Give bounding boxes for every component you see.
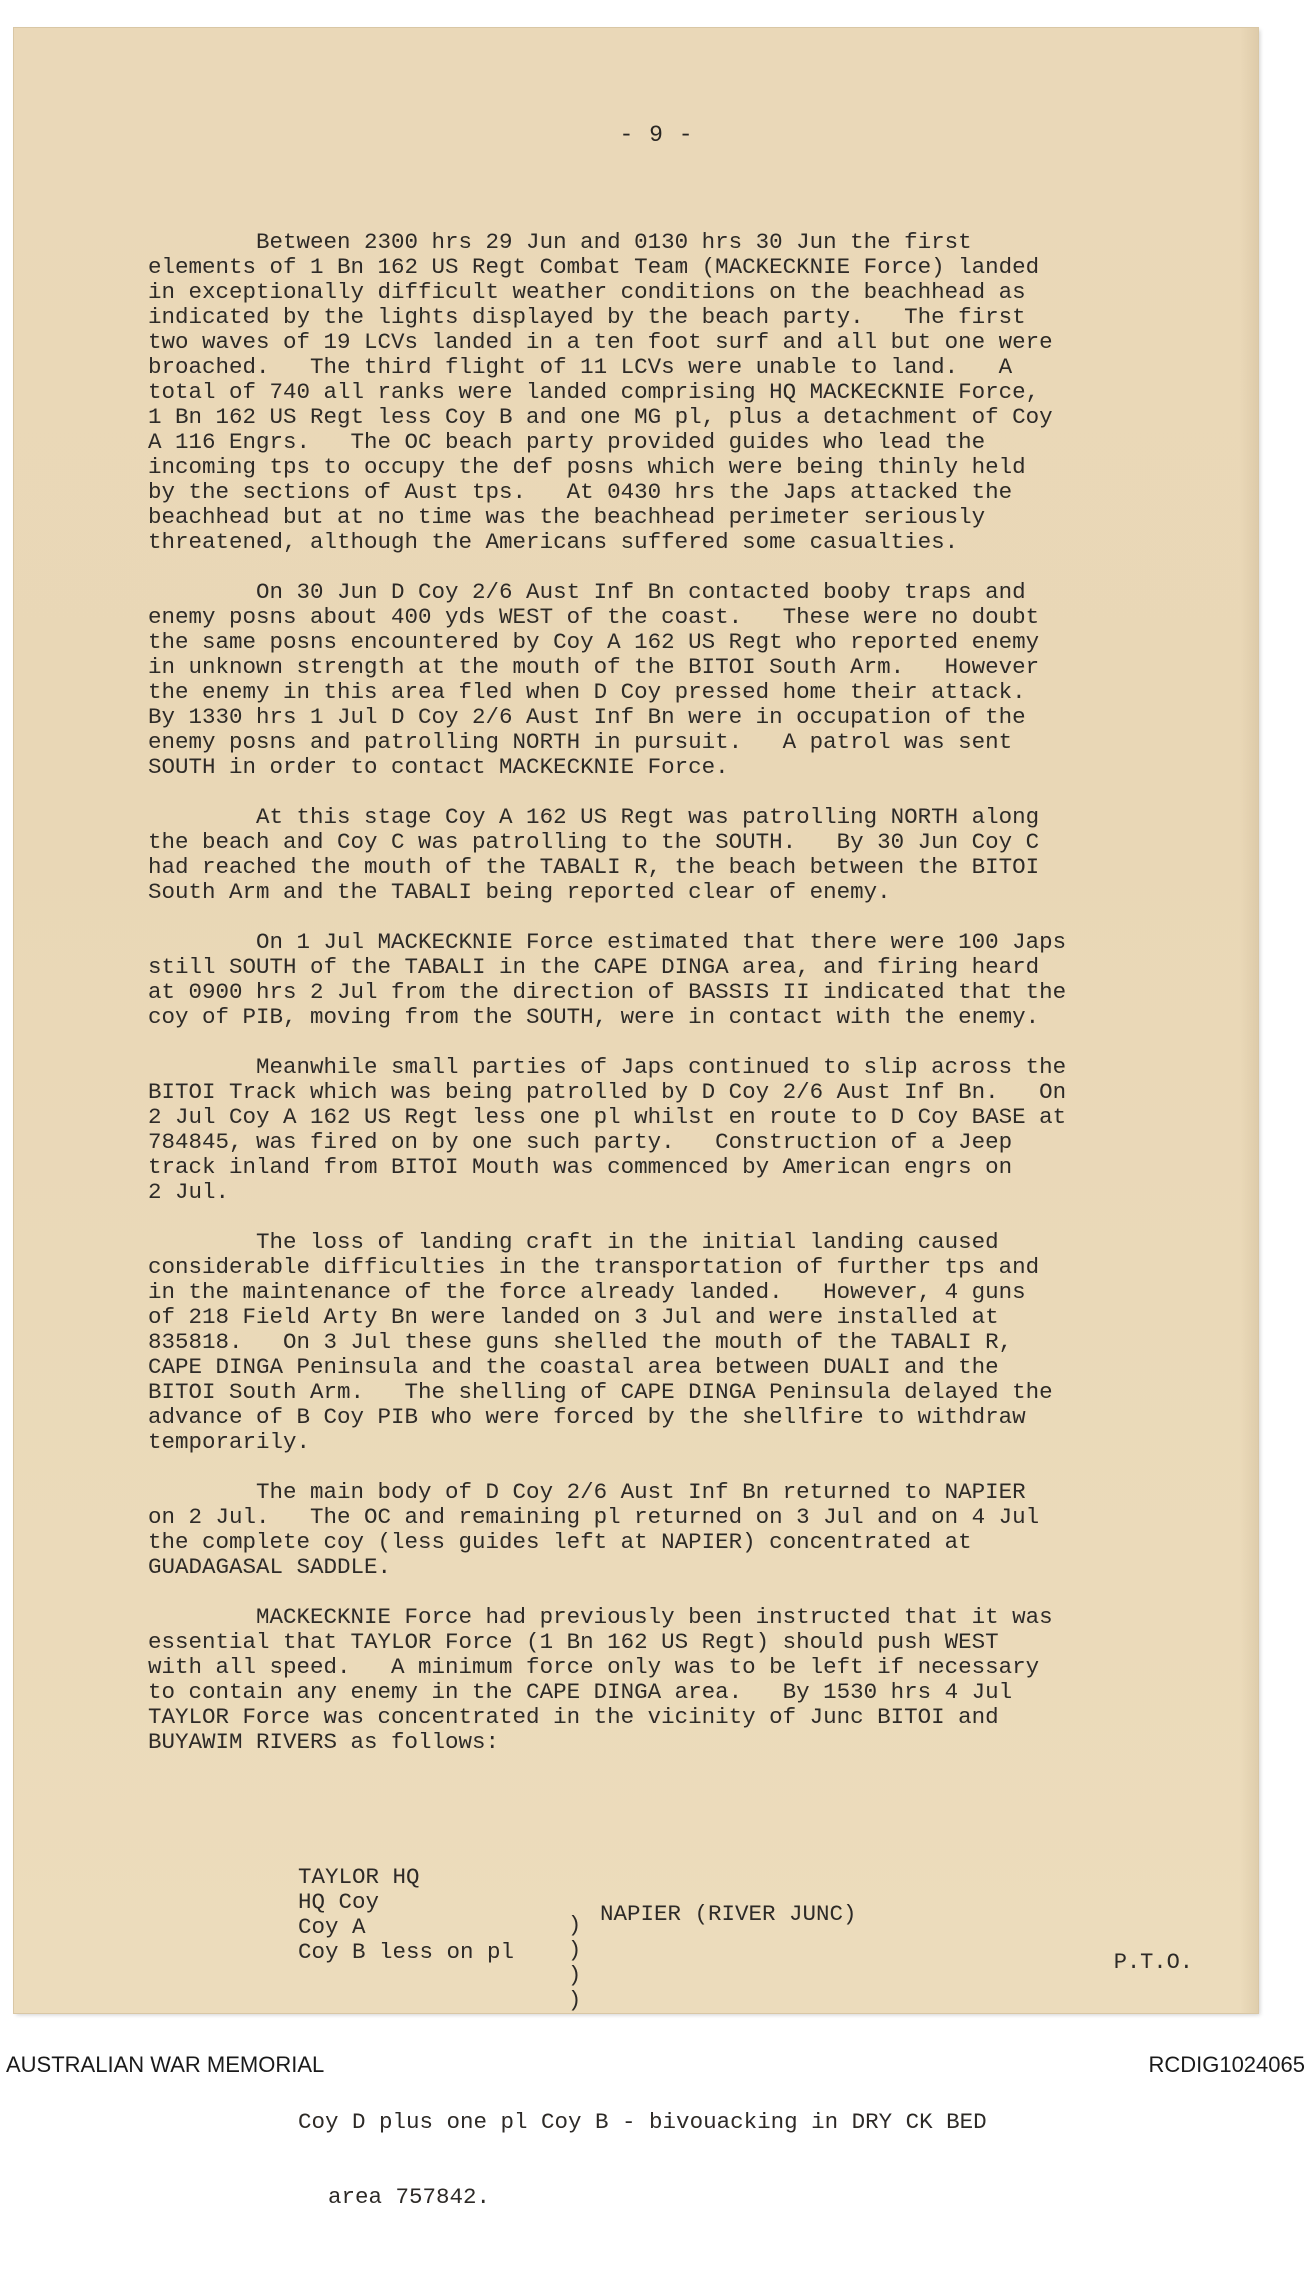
text-line: By 1330 hrs 1 Jul D Coy 2/6 Aust Inf Bn were in occupation of the [148, 704, 1026, 730]
paragraph [148, 1605, 1208, 1755]
text-line: in exceptionally difficult weather conditions on the beachhead as [148, 279, 1026, 305]
text-line: coy of PIB, moving from the SOUTH, were in contact with the enemy. [148, 1004, 1040, 1030]
document-body [148, 180, 1208, 2285]
text-line: the complete coy (less guides left at NAPIER) concentrated at [148, 1529, 972, 1555]
text-line: total of 740 all ranks were landed comprising HQ MACKECKNIE Force, [148, 379, 1040, 405]
text-line: MACKECKNIE Force had previously been instructed that it was [148, 1604, 1053, 1630]
text-line: of 218 Field Arty Bn were landed on 3 Jul and were installed at [148, 1304, 999, 1330]
text-line: by the sections of Aust tps. At 0430 hrs the Japs attacked the [148, 479, 1013, 505]
text-line: SOUTH in order to contact MACKECKNIE Force. [148, 754, 729, 780]
text-line: At this stage Coy A 162 US Regt was patrolling NORTH along [148, 804, 1040, 830]
text-line: enemy posns about 400 yds WEST of the coast. These were no doubt [148, 604, 1040, 630]
text-line: indicated by the lights displayed by the beach party. The first [148, 304, 1026, 330]
force-disposition-list [148, 1864, 1208, 2013]
text-line: BITOI South Arm. The shelling of CAPE DINGA Peninsula delayed the [148, 1379, 1053, 1405]
paragraph [148, 1055, 1208, 1205]
text-line: A 116 Engrs. The OC beach party provided guides who lead the [148, 429, 986, 455]
page-number: - 9 - [619, 122, 694, 148]
text-line: enemy posns and patrolling NORTH in pursuit. A patrol was sent [148, 729, 1013, 755]
text-line: 1 Bn 162 US Regt less Coy B and one MG pl, plus a detachment of Coy [148, 404, 1053, 430]
text-line: track inland from BITOI Mouth was commenced by American engrs on [148, 1154, 1013, 1180]
archive-footer [0, 2046, 1313, 2081]
text-line: 835818. On 3 Jul these guns shelled the mouth of the TABALI R, [148, 1329, 1013, 1355]
text-line: essential that TAYLOR Force (1 Bn 162 US Regt) should push WEST [148, 1629, 999, 1655]
text-line: South Arm and the TABALI being reported clear of enemy. [148, 879, 891, 905]
text-line: the same posns encountered by Coy A 162 US Regt who reported enemy [148, 629, 1040, 655]
text-line: The main body of D Coy 2/6 Aust Inf Bn returned to NAPIER [148, 1479, 1026, 1505]
text-line: On 1 Jul MACKECKNIE Force estimated that there were 100 Japs [148, 929, 1067, 955]
text-line: in unknown strength at the mouth of the BITOI South Arm. However [148, 654, 1040, 680]
text-line: incoming tps to occupy the def posns which were being thinly held [148, 454, 1026, 480]
text-line: The loss of landing craft in the initial landing caused [148, 1229, 999, 1255]
bivouac-line-1: Coy D plus one pl Coy B - bivouacking in DRY CK BED [298, 2109, 987, 2135]
text-line: at 0900 hrs 2 Jul from the direction of BASSIS II indicated that the [148, 979, 1067, 1005]
list-item: Coy B less on pl [298, 1939, 515, 1965]
text-line: still SOUTH of the TABALI in the CAPE DINGA area, and firing heard [148, 954, 1040, 980]
archive-reference: RCDIG1024065 [1148, 2052, 1305, 2077]
text-line: threatened, although the Americans suffered some casualties. [148, 529, 959, 555]
bivouac-note [148, 2060, 1208, 2260]
list-item: HQ Coy [298, 1889, 380, 1915]
paragraph [148, 805, 1208, 905]
text-line: 2 Jul. [148, 1179, 230, 1205]
text-line: the beach and Coy C was patrolling to the SOUTH. By 30 Jun Coy C [148, 829, 1040, 855]
text-line: GUADAGASAL SADDLE. [148, 1554, 392, 1580]
text-line: with all speed. A minimum force only was to be left if necessary [148, 1654, 1040, 1680]
please-turn-over: P.T.O. [1113, 1950, 1193, 1975]
paragraph [148, 1480, 1208, 1580]
paragraph-list [148, 230, 1208, 1755]
text-line: two waves of 19 LCVs landed in a ten foot surf and all but one were [148, 329, 1053, 355]
text-line: elements of 1 Bn 162 US Regt Combat Team (MACKECKNIE Force) landed [148, 254, 1040, 280]
text-line: temporarily. [148, 1429, 311, 1455]
paragraph [148, 230, 1208, 555]
text-line: Meanwhile small parties of Japs continued to slip across the [148, 1054, 1067, 1080]
list-items [298, 1865, 514, 1965]
text-line: considerable difficulties in the transportation of further tps and [148, 1254, 1040, 1280]
list-location: NAPIER (RIVER JUNC) [600, 1901, 857, 1927]
text-line: the enemy in this area fled when D Coy pressed home their attack. [148, 679, 1026, 705]
text-line: BUYAWIM RIVERS as follows: [148, 1729, 500, 1755]
text-line: Between 2300 hrs 29 Jun and 0130 hrs 30 Jun the first [148, 229, 972, 255]
list-item: Coy A [298, 1914, 366, 1940]
paragraph [148, 580, 1208, 780]
text-line: BITOI Track which was being patrolled by D Coy 2/6 Aust Inf Bn. On [148, 1079, 1067, 1105]
text-line: broached. The third flight of 11 LCVs were unable to land. A [148, 354, 1013, 380]
text-line: to contain any enemy in the CAPE DINGA area. By 1530 hrs 4 Jul [148, 1679, 1013, 1705]
text-line: beachhead but at no time was the beachhead perimeter seriously [148, 504, 986, 530]
archive-name: AUSTRALIAN WAR MEMORIAL [6, 2052, 325, 2077]
text-line: 2 Jul Coy A 162 US Regt less one pl whilst en route to D Coy BASE at [148, 1104, 1067, 1130]
list-item: TAYLOR HQ [298, 1864, 420, 1890]
text-line: 784845, was fired on by one such party. Construction of a Jeep [148, 1129, 1013, 1155]
paper-edge-shadow [1240, 28, 1258, 2013]
paragraph [148, 930, 1208, 1030]
bivouac-line-2: area 757842. [328, 2184, 491, 2210]
text-line: in the maintenance of the force already landed. However, 4 guns [148, 1279, 1026, 1305]
paragraph [148, 1230, 1208, 1455]
text-line: On 30 Jun D Coy 2/6 Aust Inf Bn contacted booby traps and [148, 579, 1026, 605]
text-line: CAPE DINGA Peninsula and the coastal area between DUALI and the [148, 1354, 999, 1380]
text-line: on 2 Jul. The OC and remaining pl returned on 3 Jul and on 4 Jul [148, 1504, 1040, 1530]
text-line: advance of B Coy PIB who were forced by the shellfire to withdraw [148, 1404, 1026, 1430]
text-line: TAYLOR Force was concentrated in the vicinity of Junc BITOI and [148, 1704, 999, 1730]
brace-icon: ) ) ) ) [568, 1913, 582, 2013]
text-line: had reached the mouth of the TABALI R, the beach between the BITOI [148, 854, 1040, 880]
